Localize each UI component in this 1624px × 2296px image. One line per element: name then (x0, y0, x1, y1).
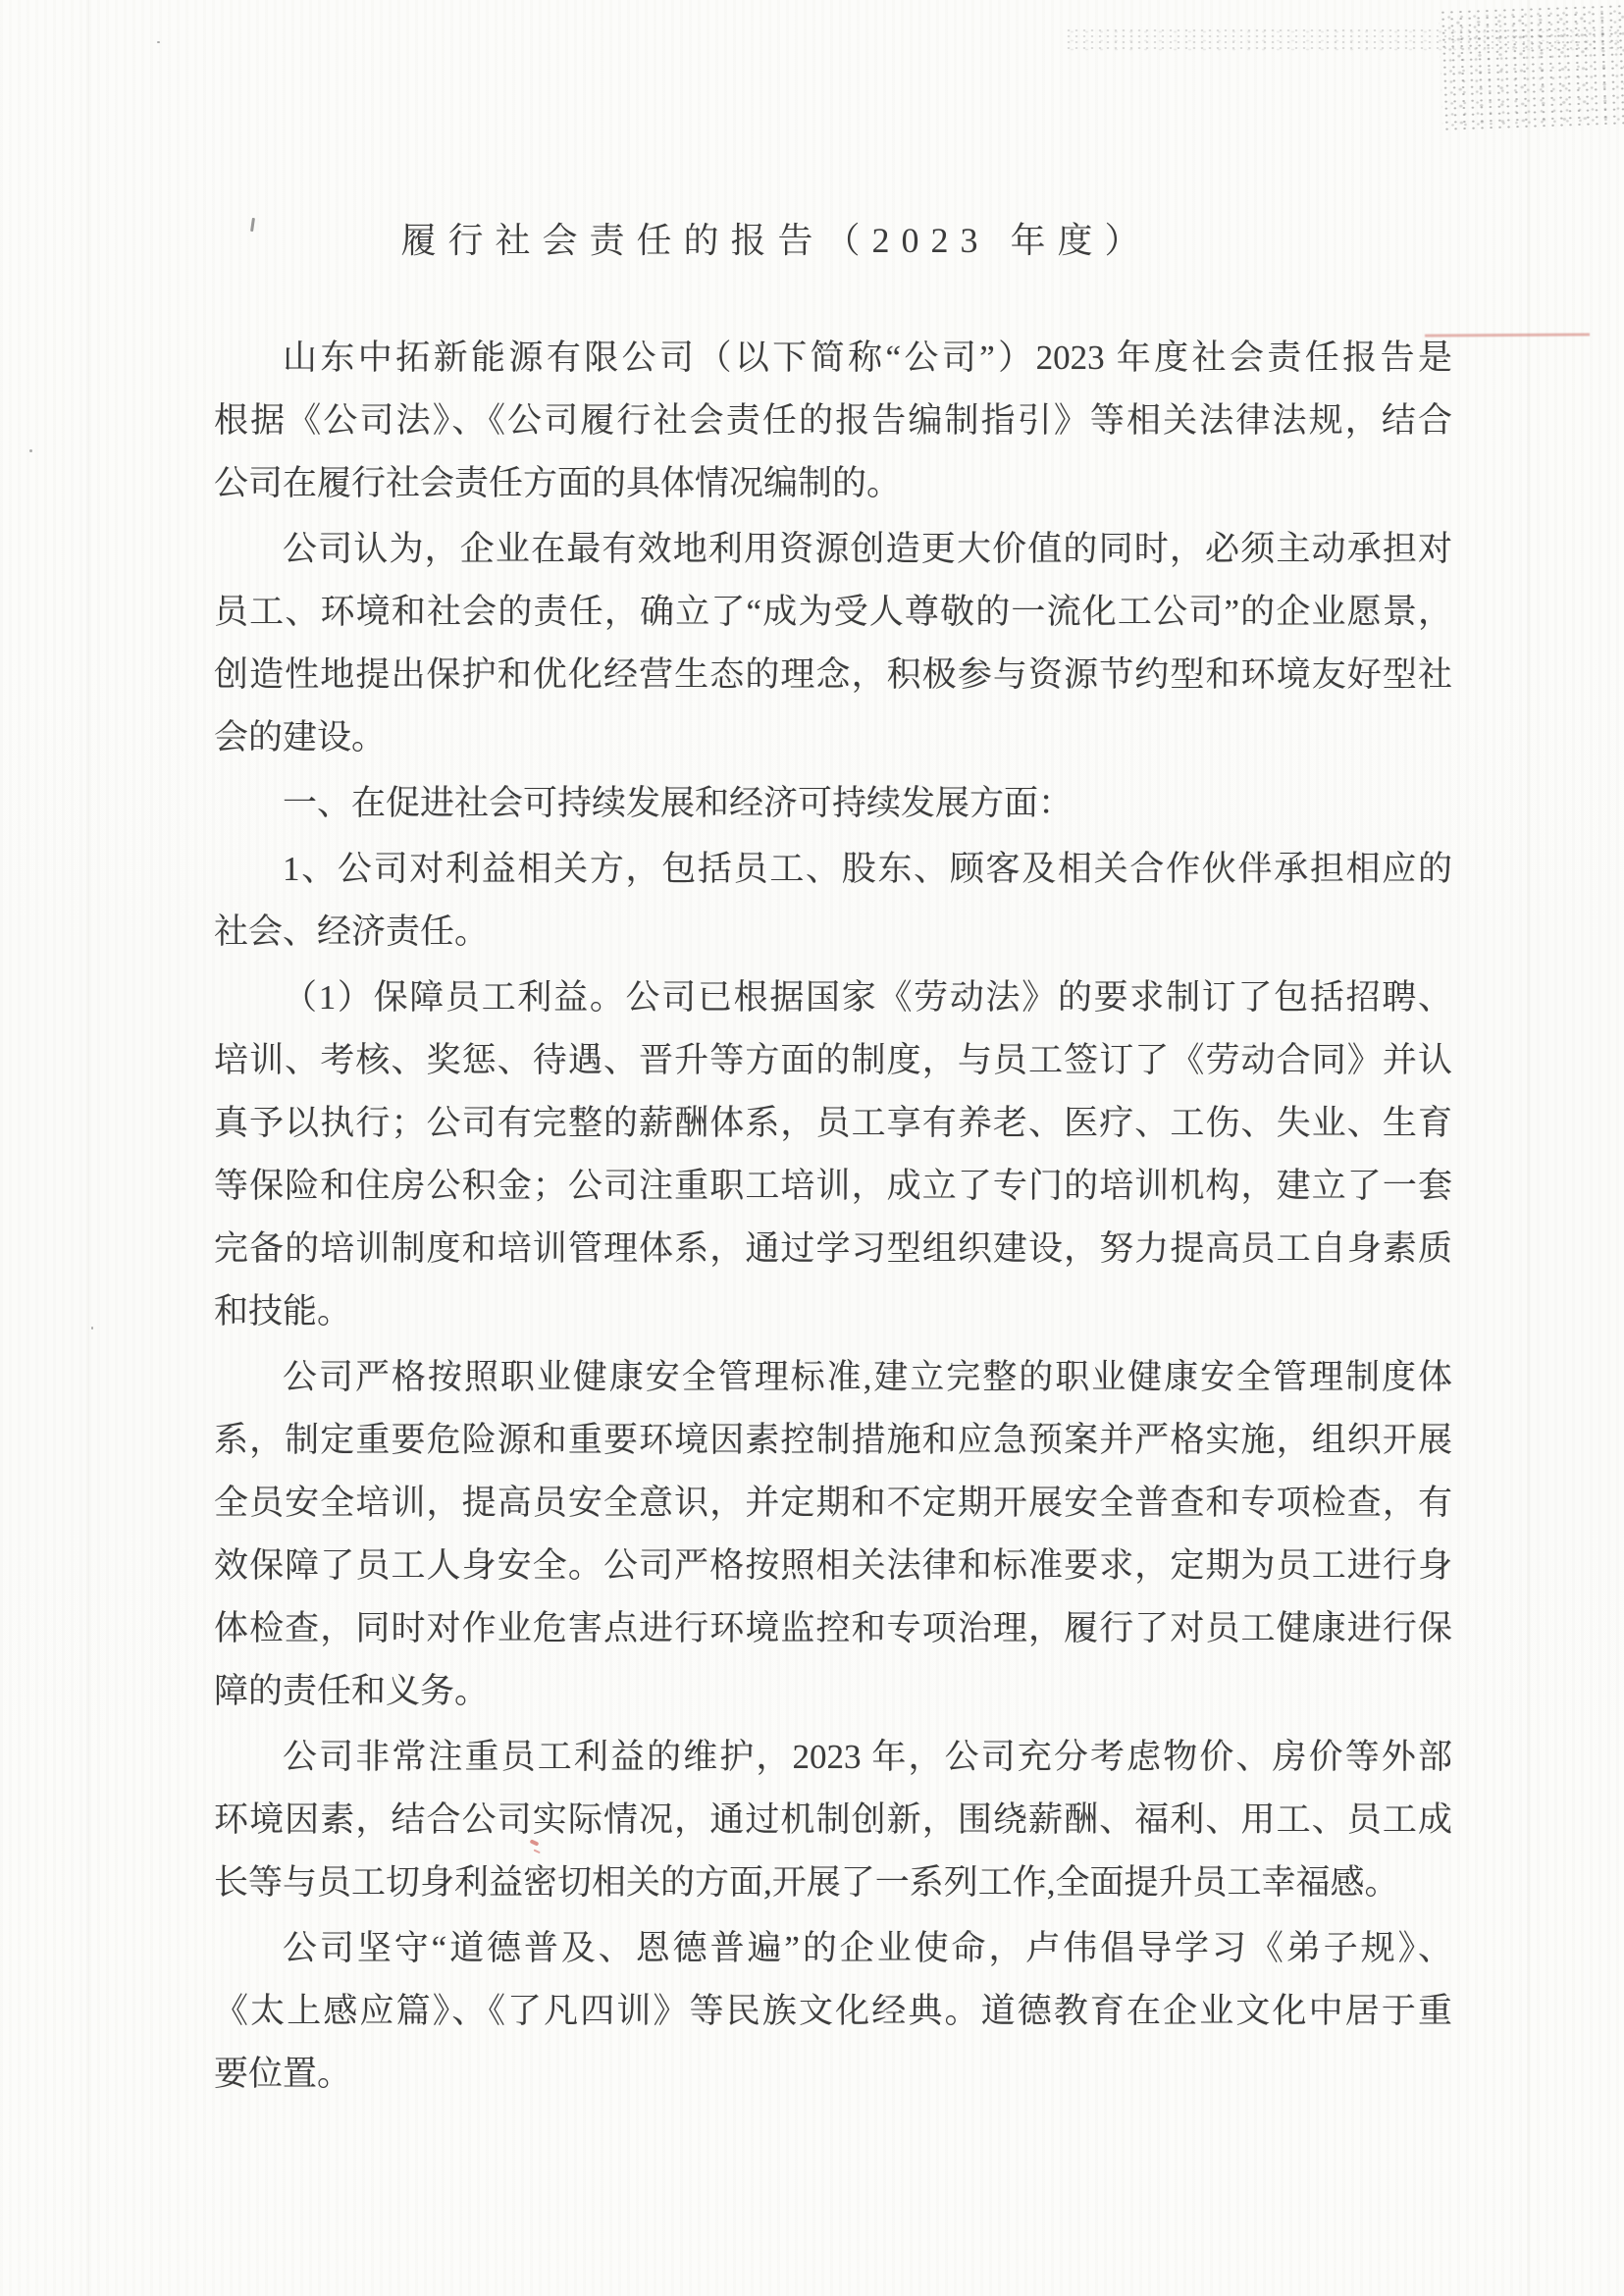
document-body (214, 327, 1452, 2106)
report-title: 履行社会责任的报告（2023 年度） (400, 221, 1152, 260)
text-line: 障的责任和义务。 (214, 1672, 490, 1710)
text-line: 社会、经济责任。 (214, 913, 490, 951)
text-line: 培训、考核、奖惩、待遇、晋升等方面的制度，与员工签订了《劳动合同》并认 (214, 1041, 1452, 1079)
text-line: 一、在促进社会可持续发展和经济可持续发展方面： (283, 784, 1074, 822)
text-line: 要位置。 (214, 2055, 352, 2093)
employee-rights-paragraph (214, 966, 1452, 1343)
scan-streak (1527, 0, 1530, 2296)
text-line: 《太上感应篇》、《了凡四训》等民族文化经典。道德教育在企业文化中居于重 (214, 1992, 1452, 2030)
text-line: 创造性地提出保护和优化经营生态的理念，积极参与资源节约型和环境友好型社 (214, 655, 1452, 694)
scan-streak (86, 0, 89, 2296)
scan-noise-corner (1439, 3, 1624, 135)
scan-speck (91, 1327, 93, 1330)
document-content (214, 209, 1452, 2109)
vision-paragraph (214, 518, 1452, 769)
text-line: 公司在履行社会责任方面的具体情况编制的。 (214, 464, 902, 502)
scan-speck (157, 41, 160, 43)
text-line: 长等与员工切身利益密切相关的方面,开展了一系列工作,全面提升员工幸福感。 (214, 1863, 1399, 1902)
text-line: 全员安全培训，提高员安全意识，并定期和不定期开展安全普查和专项检查，有 (214, 1484, 1452, 1522)
text-line: 效保障了员工人身安全。公司严格按照相关法律和标准要求，定期为员工进行身 (214, 1546, 1452, 1585)
text-line: （1）保障员工利益。公司已根据国家《劳动法》的要求制订了包括招聘、 (283, 978, 1452, 1017)
text-line: 根据《公司法》、《公司履行社会责任的报告编制指引》等相关法律法规，结合 (214, 401, 1452, 440)
text-line: 会的建设。 (214, 718, 387, 757)
stakeholder-paragraph (214, 838, 1452, 964)
text-line: 员工、环境和社会的责任，确立了“成为受人尊敬的一流化工公司”的企业愿景， (214, 593, 1452, 631)
text-line: 公司坚守“道德普及、恩德普遍”的企业使命，卢伟倡导学习《弟子规》、 (283, 1929, 1452, 1967)
text-line: 公司严格按照职业健康安全管理标准,建立完整的职业健康安全管理制度体 (283, 1358, 1452, 1396)
text-line: 真予以执行；公司有完整的薪酬体系，员工享有养老、医疗、工伤、失业、生育 (214, 1104, 1452, 1142)
section-1-heading (214, 772, 1452, 835)
text-line: 和技能。 (214, 1292, 352, 1331)
safety-paragraph (214, 1346, 1452, 1723)
text-line: 等保险和住房公积金；公司注重职工培训，成立了专门的培训机构，建立了一套 (214, 1167, 1452, 1205)
text-line: 环境因素，结合公司实际情况，通过机制创新，围绕薪酬、福利、用工、员工成 (214, 1800, 1452, 1839)
welfare-paragraph (214, 1726, 1452, 1914)
text-line: 完备的培训制度和培训管理体系，通过学习型组织建设，努力提高员工自身素质 (214, 1229, 1452, 1268)
text-line: 公司非常注重员工利益的维护，2023 年，公司充分考虑物价、房价等外部 (283, 1738, 1452, 1776)
text-line: 公司认为，企业在最有效地利用资源创造更大价值的同时，必须主动承担对 (283, 530, 1452, 568)
intro-paragraph (214, 327, 1452, 515)
text-line: 体检查，同时对作业危害点进行环境监控和专项治理，履行了对员工健康进行保 (214, 1609, 1452, 1647)
text-line: 系，制定重要危险源和重要环境因素控制措施和应急预案并严格实施，组织开展 (214, 1421, 1452, 1459)
culture-paragraph (214, 1917, 1452, 2106)
scan-speck (29, 449, 32, 452)
text-line: 1、公司对利益相关方，包括员工、股东、顾客及相关合作伙伴承担相应的 (283, 850, 1452, 888)
text-line: 山东中拓新能源有限公司（以下简称“公司”）2023 年度社会责任报告是 (283, 339, 1452, 377)
